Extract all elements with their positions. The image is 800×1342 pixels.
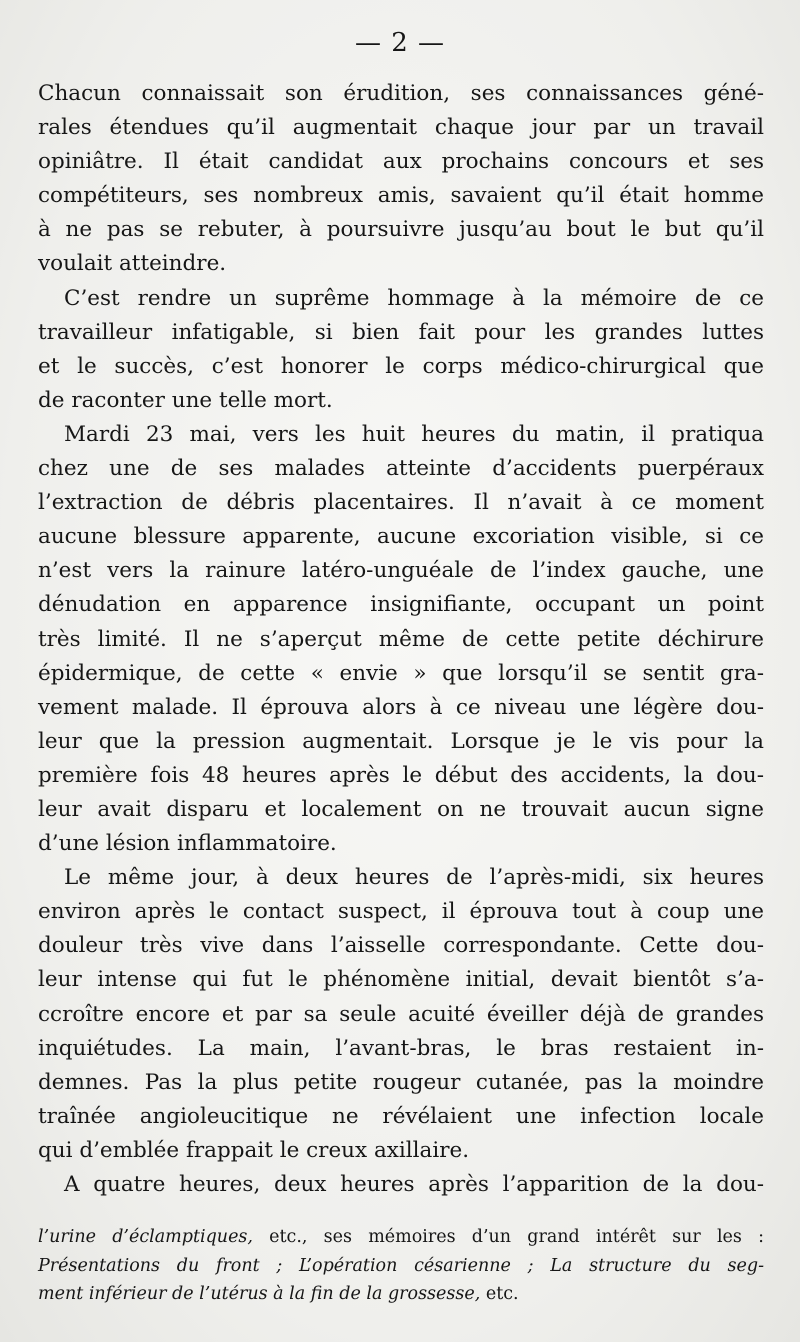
text-line: vement malade. Il éprouva alors à ce niveau une légère dou- — [38, 694, 764, 720]
text-line: compétiteurs, ses nombreux amis, savaient qu’il était homme — [38, 183, 764, 209]
footnote-italic: l’urine d’éclamptiques, — [38, 1227, 253, 1247]
text-line: l’extraction de débris placentaires. Il n’avait à ce moment — [38, 490, 764, 516]
footnote-italic: Présentations du front ; L’opération césarienne ; La structure du seg- — [38, 1255, 764, 1276]
text-line: dénudation en apparence insignifiante, occupant un point — [38, 592, 764, 618]
text-line: aucune blessure apparente, aucune excoriation visible, si ce — [38, 524, 764, 550]
text-line: ccroître encore et par sa seule acuité éveiller déjà de grandes — [38, 1001, 764, 1027]
text-line: épidermique, de cette « envie » que lorsqu’il se sentit gra- — [38, 660, 764, 686]
text-line: A quatre heures, deux heures après l’apparition de la dou- — [64, 1172, 764, 1197]
footnote-line — [38, 1280, 764, 1309]
text-line: d’une lésion inflammatoire. — [38, 831, 337, 857]
text-line: C’est rendre un suprême hommage à la mémoire de ce — [64, 285, 764, 311]
text-line: leur que la pression augmentait. Lorsque je le vis pour la — [38, 728, 764, 754]
text-line: première fois 48 heures après le début des accidents, la dou- — [38, 762, 764, 788]
text-line: chez une de ses malades atteinte d’accidents puerpéraux — [38, 456, 764, 482]
text-line: Chacun connaissait son érudition, ses connaissances géné- — [38, 81, 764, 106]
text-line: très limité. Il ne s’aperçut même de cette petite déchirure — [38, 626, 764, 652]
text-line: Le même jour, à deux heures de l’après-midi, six heures — [64, 865, 764, 891]
page-number: — 2 — — [354, 28, 446, 58]
footnote-text: etc. — [480, 1284, 519, 1304]
text-line: de raconter une telle mort. — [38, 387, 333, 413]
footnote-line — [38, 1223, 764, 1252]
text-line: douleur très vive dans l’aisselle correspondante. Cette dou- — [38, 933, 764, 959]
text-line: n’est vers la rainure latéro-unguéale de l’index gauche, une — [38, 558, 764, 584]
text-line: Mardi 23 mai, vers les huit heures du matin, il pratiqua — [64, 421, 764, 447]
text-line: qui d’emblée frappait le creux axillaire. — [38, 1137, 470, 1163]
text-line: travailleur infatigable, si bien fait pour les grandes luttes — [38, 319, 764, 345]
text-line: traînée angioleucitique ne révélaient une infection locale — [38, 1103, 764, 1129]
footnote-italic: ment inférieur de l’utérus à la fin de la grossesse, — [38, 1284, 481, 1304]
footnote-text: etc., ses mémoires d’un grand intérêt sur les : — [252, 1227, 764, 1247]
body-text — [38, 77, 764, 1202]
text-line: leur intense qui fut le phénomène initial, devait bientôt s’a- — [38, 967, 764, 993]
text-line: et le succès, c’est honorer le corps médico-chirurgical que — [38, 353, 764, 379]
text-line: inquiétudes. La main, l’avant-bras, le bras restaient in- — [38, 1035, 764, 1061]
text-line: demnes. Pas la plus petite rougeur cutanée, pas la moindre — [38, 1069, 764, 1095]
text-line: à ne pas se rebuter, à poursuivre jusqu’au bout le but qu’il — [38, 217, 764, 243]
text-line: voulait atteindre. — [38, 251, 227, 277]
footnote-line — [38, 1252, 764, 1281]
footnote — [38, 1223, 764, 1309]
text-line: opiniâtre. Il était candidat aux prochains concours et ses — [38, 149, 764, 175]
text-line: leur avait disparu et localement on ne trouvait aucun signe — [38, 796, 764, 822]
text-line: rales étendues qu’il augmentait chaque jour par un travail — [38, 115, 764, 141]
text-line: environ après le contact suspect, il éprouva tout à coup une — [38, 899, 764, 925]
